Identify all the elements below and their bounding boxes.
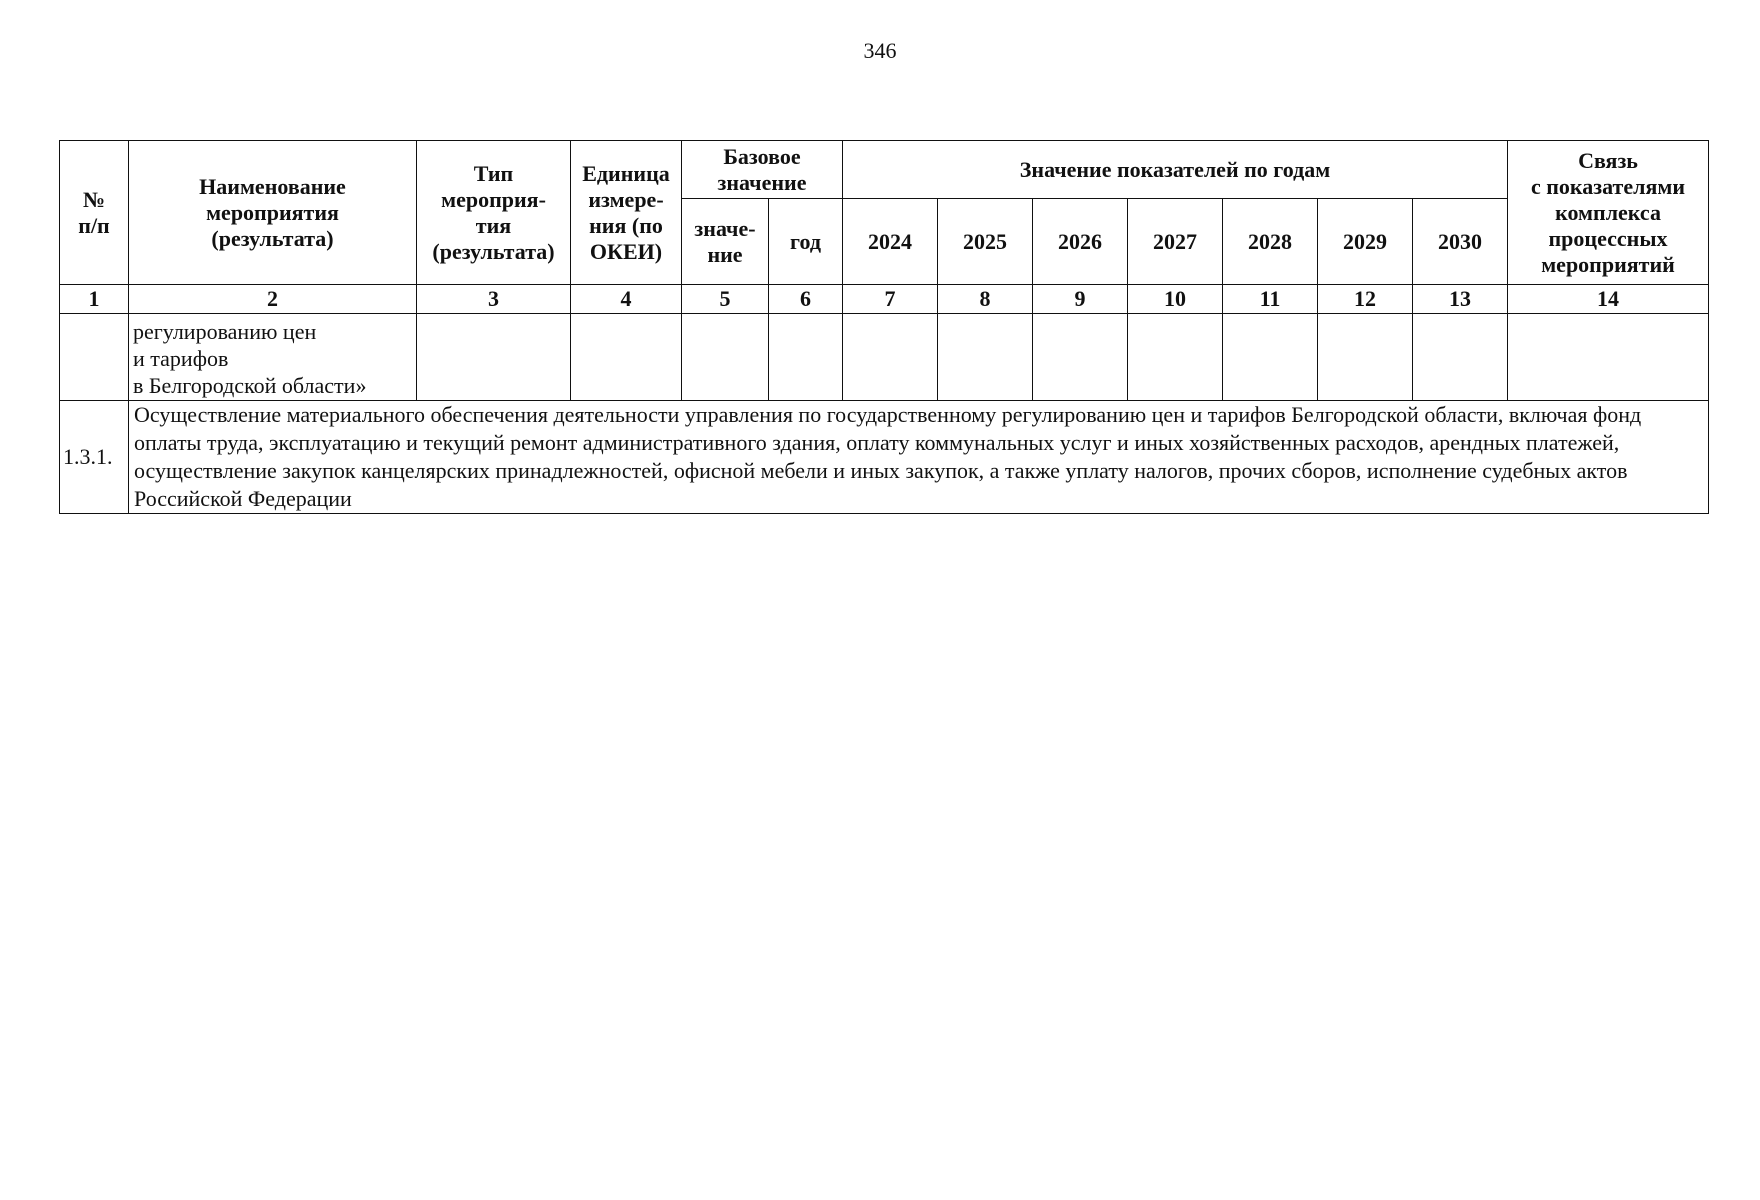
empty-cell <box>1223 314 1318 401</box>
empty-cell <box>417 314 571 401</box>
column-number: 13 <box>1413 285 1508 314</box>
header-num: № п/п <box>60 141 129 285</box>
header-year: 2024 <box>843 199 938 285</box>
item-description: Осуществление материального обеспечения деятельности управления по государственному регулированию цен и тарифов Белгородской области, включая фонд оплаты труда, эксплуатацию и текущий ремонт административного здания, оплату коммунальных услуг и иных хозяйственных расходов, арендных платежей, осуществление закупок канцелярских принадлежностей, офисной мебели и иных закупок, а также уплату налогов, прочих сборов, исполнение судебных актов Российской Федерации <box>129 401 1709 514</box>
column-number: 7 <box>843 285 938 314</box>
column-number: 8 <box>938 285 1033 314</box>
empty-cell <box>843 314 938 401</box>
header-year: 2030 <box>1413 199 1508 285</box>
column-number: 14 <box>1508 285 1709 314</box>
header-years-group: Значение показателей по годам <box>843 141 1508 199</box>
header-year: 2027 <box>1128 199 1223 285</box>
column-number: 5 <box>682 285 769 314</box>
header-year: 2025 <box>938 199 1033 285</box>
continuation-name-cell <box>129 314 417 401</box>
column-number: 4 <box>571 285 682 314</box>
item-number: 1.3.1. <box>60 401 129 514</box>
empty-cell <box>1413 314 1508 401</box>
column-number: 6 <box>769 285 843 314</box>
header-year: 2026 <box>1033 199 1128 285</box>
empty-cell <box>571 314 682 401</box>
column-number: 3 <box>417 285 571 314</box>
empty-cell <box>1128 314 1223 401</box>
column-number: 10 <box>1128 285 1223 314</box>
header-base-value: значе- ние <box>682 199 769 285</box>
column-number: 12 <box>1318 285 1413 314</box>
empty-cell <box>1508 314 1709 401</box>
header-base-year: год <box>769 199 843 285</box>
table-header <box>60 141 1709 285</box>
page-number: 346 <box>863 38 897 63</box>
column-number-row <box>60 285 1709 314</box>
name-line: и тарифов <box>133 345 229 371</box>
empty-cell <box>1318 314 1413 401</box>
empty-cell <box>1033 314 1128 401</box>
table-body <box>60 285 1709 514</box>
header-type: Тип мероприя- тия (результата) <box>417 141 571 285</box>
column-number: 2 <box>129 285 417 314</box>
column-number: 1 <box>60 285 129 314</box>
name-line: в Белгородской области» <box>133 372 367 398</box>
empty-cell <box>60 314 129 401</box>
header-link: Связь с показателями комплекса процессных мероприятий <box>1508 141 1709 285</box>
item-row <box>60 401 1709 514</box>
header-year: 2028 <box>1223 199 1318 285</box>
name-line: регулированию цен <box>133 318 317 344</box>
column-number: 11 <box>1223 285 1318 314</box>
continuation-row <box>60 314 1709 401</box>
empty-cell <box>682 314 769 401</box>
indicators-table <box>59 140 1709 514</box>
header-base-group: Базовое значение <box>682 141 843 199</box>
column-number: 9 <box>1033 285 1128 314</box>
header-unit: Единица измере- ния (по ОКЕИ) <box>571 141 682 285</box>
header-year: 2029 <box>1318 199 1413 285</box>
header-row-top <box>60 141 1709 199</box>
empty-cell <box>769 314 843 401</box>
header-name: Наименование мероприятия (результата) <box>129 141 417 285</box>
empty-cell <box>938 314 1033 401</box>
